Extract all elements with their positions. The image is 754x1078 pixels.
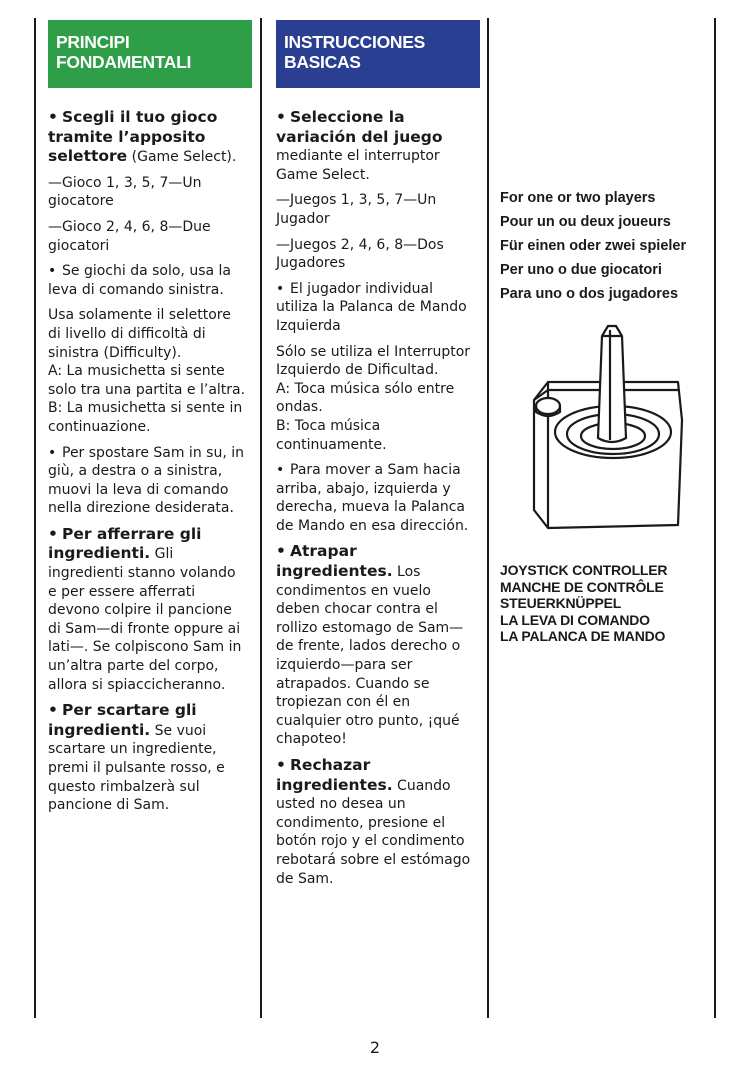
players-spanish: Para uno o dos jugadores — [500, 286, 679, 302]
players-english: For one or two players — [500, 190, 656, 206]
italian-header — [48, 20, 252, 88]
italian-games-one: —Gioco 1, 3, 5, 7—Un giocatore — [48, 174, 202, 210]
bullet-icon: • — [276, 280, 285, 297]
joystick-icon — [528, 320, 688, 540]
spanish-difficulty-paragraph: Sólo se utiliza el Interruptor Izquierdo de Dificultad. — [276, 343, 471, 379]
page-number: 2 — [369, 1038, 381, 1057]
caption-italian: LA LEVA DI COMANDO — [500, 611, 650, 628]
players-german: Für einen oder zwei spieler — [500, 238, 687, 254]
italian-body — [48, 108, 248, 822]
italian-difficulty-a: A: La musichetta si sente solo tra una partita e l’altra. — [48, 363, 246, 398]
players-list — [500, 186, 720, 306]
right-column — [500, 186, 710, 646]
right-column-rule — [487, 18, 489, 1018]
players-french: Pour un ou deux joueurs — [500, 214, 671, 230]
caption-french: MANCHE DE CONTRÔLE — [500, 578, 664, 595]
italian-select-text: (Game Select). — [131, 149, 237, 166]
bullet-icon: • — [276, 462, 285, 479]
italian-catch-paragraph — [48, 525, 248, 694]
spanish-catch-paragraph — [276, 542, 476, 749]
spanish-difficulty-b: B: Toca música continuamente. — [276, 417, 387, 453]
spanish-select-text: mediante el interruptor Game Select. — [276, 148, 440, 183]
caption-english: JOYSTICK CONTROLLER — [500, 562, 668, 578]
bullet-icon: • — [48, 524, 58, 543]
italian-reject-heading: • Per scartare gli ingredienti. — [48, 701, 197, 739]
italian-select-paragraph — [48, 108, 248, 167]
italian-select-heading: • Scegli il tuo gioco tramite l’apposito selettore — [48, 108, 218, 166]
bullet-icon: • — [276, 108, 286, 126]
bullet-icon: • — [276, 542, 286, 561]
spanish-difficulty-a: A: Toca música sólo entre ondas. — [276, 380, 455, 416]
spanish-select-paragraph — [276, 108, 476, 184]
italian-move-paragraph: • Per spostare Sam in su, in giù, a destra o a sinistra, muovi la leva di comando nella direzione desiderata. — [48, 444, 244, 517]
spanish-games-two: —Juegos 2, 4, 6, 8—Dos Jugadores — [276, 236, 444, 272]
players-italian: Per uno o due giocatori — [500, 262, 662, 278]
spanish-header-line-2: BASICAS — [284, 52, 361, 72]
spanish-reject-heading: • Rechazar ingredientes. — [276, 756, 393, 794]
bullet-icon: • — [276, 756, 286, 774]
spanish-catch-heading: • Atrapar ingredientes. — [276, 542, 393, 581]
spanish-reject-paragraph — [276, 756, 476, 888]
italian-games-two: —Gioco 2, 4, 6, 8—Due giocatori — [48, 218, 211, 254]
left-column-rule — [34, 18, 36, 1018]
spanish-select-heading: • Seleccione la variación del juego — [276, 108, 443, 146]
spanish-games-one: —Juegos 1, 3, 5, 7—Un Jugador — [276, 192, 437, 227]
italian-reject-paragraph — [48, 701, 248, 815]
outer-column-rule — [714, 18, 716, 1018]
caption-german: STEUERKNÜPPEL — [500, 595, 622, 611]
italian-catch-heading: • Per afferrare gli ingredienti. — [48, 524, 202, 563]
italian-difficulty-b: B: La musichetta si sente in continuazione. — [48, 400, 243, 435]
caption-spanish: LA PALANCA DE MANDO — [500, 628, 666, 644]
spanish-column — [276, 20, 481, 920]
middle-column-rule — [260, 18, 262, 1018]
spanish-header-line-1: INSTRUCCIONES — [284, 32, 425, 52]
bullet-icon: • — [48, 263, 57, 280]
italian-catch-text: Gli ingredienti stanno volando e per essere afferrati devono colpire il pancione di Sam—di fronte oppure ai lati—. Se colpiscono Sam in un’altra parte del corpo, allora si spiaccicheranno. — [48, 546, 242, 693]
italian-difficulty-paragraph: Usa solamente il selettore di livello di difficoltà di sinistra (Difficulty). — [48, 307, 231, 361]
bullet-icon: • — [48, 444, 57, 461]
bullet-icon: • — [48, 701, 58, 720]
spanish-header — [276, 20, 480, 88]
italian-reject-text: Se vuoi scartare un ingrediente, premi il pulsante rosso, e questo rimbalzerà sul pancione di Sam. — [48, 722, 225, 814]
joystick-caption — [500, 562, 730, 645]
italian-column — [48, 20, 253, 840]
spanish-move-paragraph: • Para mover a Sam hacia arriba, abajo, izquierda y derecha, mueva la Palanca de Mando en esa dirección. — [276, 462, 469, 534]
spanish-body — [276, 108, 476, 895]
bullet-icon: • — [48, 108, 58, 126]
italian-header-line-1: PRINCIPI — [56, 32, 130, 52]
italian-solo-paragraph: • Se giochi da solo, usa la leva di comando sinistra. — [48, 263, 231, 298]
spanish-catch-text: Los condimentos en vuelo deben chocar contra el rollizo estomago de Sam—de frente, lados derecho o izquierdo—para ser atrapados. Cuando se tropiezan con él en cualquier otro punto, ¡qué chapoteo! — [276, 564, 464, 748]
spanish-solo-paragraph: • El jugador individual utiliza la Palanca de Mando Izquierda — [276, 280, 467, 334]
spanish-reject-text: Cuando usted no desea un condimento, presione el botón rojo y el condimento rebotará sobre el estómago de Sam. — [276, 777, 471, 887]
italian-header-line-2: FONDAMENTALI — [56, 52, 192, 72]
